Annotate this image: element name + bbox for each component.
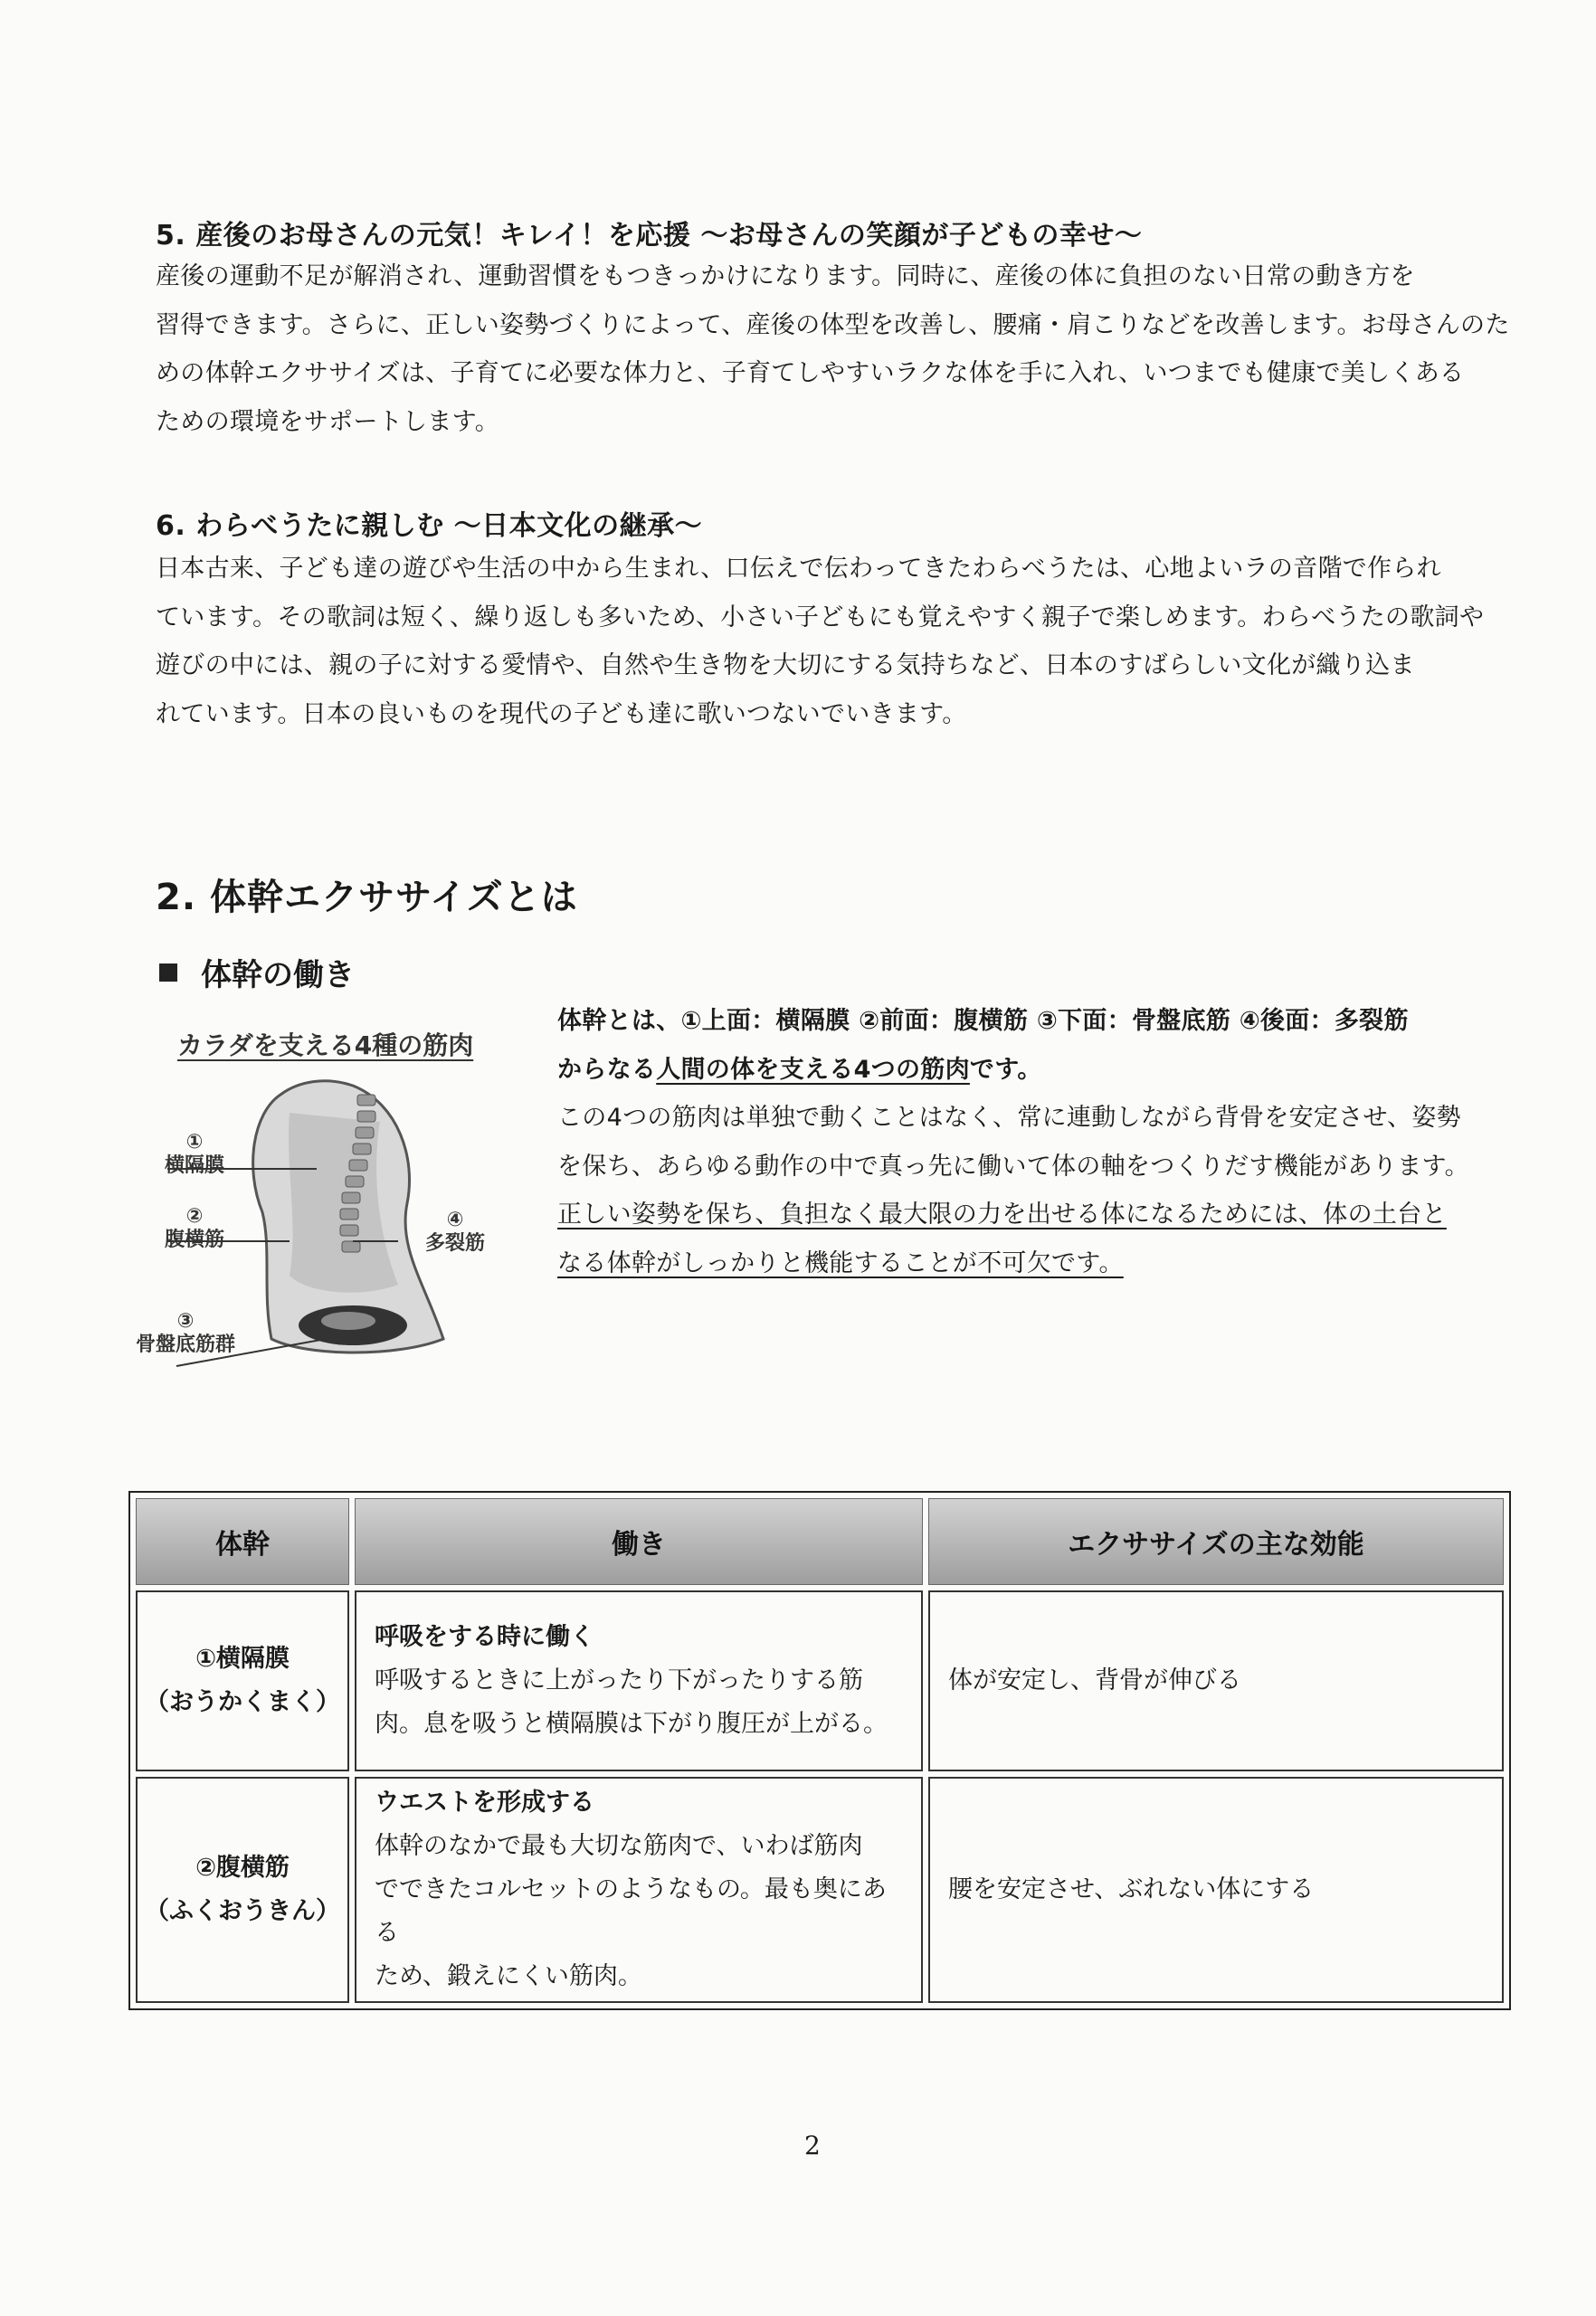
paragraph-line: めの体幹エクササイズは、子育てに必要な体力と、子育てしやすいラクな体を手に入れ、いつまでも健康で美しくある [156,359,1465,387]
label-number: ② [185,1205,204,1228]
muscle-reading: （ふくおうきん） [145,1897,340,1925]
muscle-reading: （おうかくまく） [145,1688,340,1716]
paragraph-line: れています。日本の良いものを現代の子ども達に歌いつないでいきます。 [156,699,967,728]
description-line: この4つの筋肉は単独で動くことはなく、常に連動しながら背骨を安定させ、姿勢 [557,1104,1461,1132]
label-number: ④ [446,1209,464,1231]
header-core: 体幹 [136,1498,349,1585]
label-name: 腹横筋 [165,1229,225,1251]
description-line: を保ち、あらゆる動作の中で真っ先に働いて体の軸をつくりだす機能があります。 [557,1152,1469,1181]
function-line: でできたコルセットのようなもの。最も奥にある [375,1875,887,1947]
paragraph-line: 日本古来、子ども達の遊びや生活の中から生まれ、口伝えで伝わってきたわらべうたは、心地よいラの音階で作られ [156,555,1441,583]
section6-paragraph [156,545,1484,738]
description-line: 体幹とは、①上面：横隔膜 ②前面：腹横筋 ③下面：骨盤底筋 ④後面：多裂筋 [557,1007,1409,1035]
text-run: からなる [557,1055,657,1084]
label-name: 横隔膜 [165,1154,225,1177]
function-line: 肉。息を吸うと横隔膜は下がり腹圧が上がる。 [375,1710,888,1738]
table-row [136,1590,1504,1771]
muscle-name-cell [136,1777,349,2003]
table-row [136,1777,1504,2003]
paragraph-line: 産後の運動不足が解消され、運動習慣をもつきっかけになります。同時に、産後の体に負担のない日常の動き方を [156,262,1415,290]
header-effect: エクササイズの主な効能 [928,1498,1504,1585]
subheading-text: 体幹の働き [201,957,355,993]
function-cell [355,1590,923,1771]
label-number: ③ [176,1310,195,1333]
muscle-name-cell [136,1590,349,1771]
core-muscle-table [128,1491,1511,2010]
description-line-underlined: 正しい姿勢を保ち、負担なく最大限の力を出せる体になるためには、体の土台と [557,1201,1447,1229]
label-pelvic-floor [136,1310,235,1357]
section6-heading: 6. わらべうたに親しむ ～日本文化の継承～ [156,510,703,542]
emphasis-text: 人間の体を支える4つの筋肉 [656,1055,970,1084]
effect-cell: 腰を安定させ、ぶれない体にする [928,1777,1504,2003]
paragraph-line: ための環境をサポートします。 [156,407,500,436]
paragraph-line: 遊びの中には、親の子に対する愛情や、自然や生き物を大切にする気持ちなど、日本のすばらしい文化が織り込ま [156,651,1415,679]
function-line: ため、鍛えにくい筋肉。 [375,1962,642,1990]
header-function: 働き [355,1498,923,1585]
function-title: 呼吸をする時に働く [375,1623,594,1651]
label-name: 多裂筋 [425,1232,486,1255]
function-line: 体幹のなかで最も大切な筋肉で、いわば筋肉 [375,1832,863,1860]
label-multifidus [425,1209,485,1256]
page-number: 2 [804,2131,821,2160]
function-cell [355,1777,923,2003]
text-run: です。 [969,1055,1042,1084]
description-line-underlined: なる体幹がしっかりと機能することが不可欠です。 [557,1248,1124,1277]
core-description [557,997,1469,1287]
description-line [557,1046,1469,1095]
effect-cell: 体が安定し、背骨が伸びる [928,1590,1504,1771]
paragraph-line: ています。その歌詞は短く、繰り返しも多いため、小さい子どもにも覚えやすく親子で楽しめます。わらべうたの歌詞や [156,603,1485,631]
figure-title: カラダを支える4種の筋肉 [177,1030,474,1060]
square-bullet-icon [159,963,177,982]
label-diaphragm [165,1131,224,1178]
section5-heading: 5. 産後のお母さんの元気！キレイ！を応援 ～お母さんの笑顔が子どもの幸せ～ [156,220,1143,252]
function-line: 呼吸するときに上がったり下がったりする筋 [375,1666,863,1694]
paragraph-line: 習得できます。さらに、正しい姿勢づくりによって、産後の体型を改善し、腰痛・肩こりなどを改善します。お母さんのた [156,310,1510,339]
muscle-name: ①横隔膜 [195,1645,290,1673]
table-header-row [136,1498,1504,1585]
muscle-name: ②腹横筋 [195,1854,290,1882]
function-title: ウエストを形成する [375,1789,594,1817]
label-transversus-abdominis [165,1205,224,1252]
section2-heading: 2. 体幹エクササイズとは [156,877,578,918]
label-number: ① [185,1131,204,1153]
section2-subheading [159,950,355,994]
section5-paragraph [156,252,1510,446]
label-name: 骨盤底筋群 [136,1334,236,1356]
